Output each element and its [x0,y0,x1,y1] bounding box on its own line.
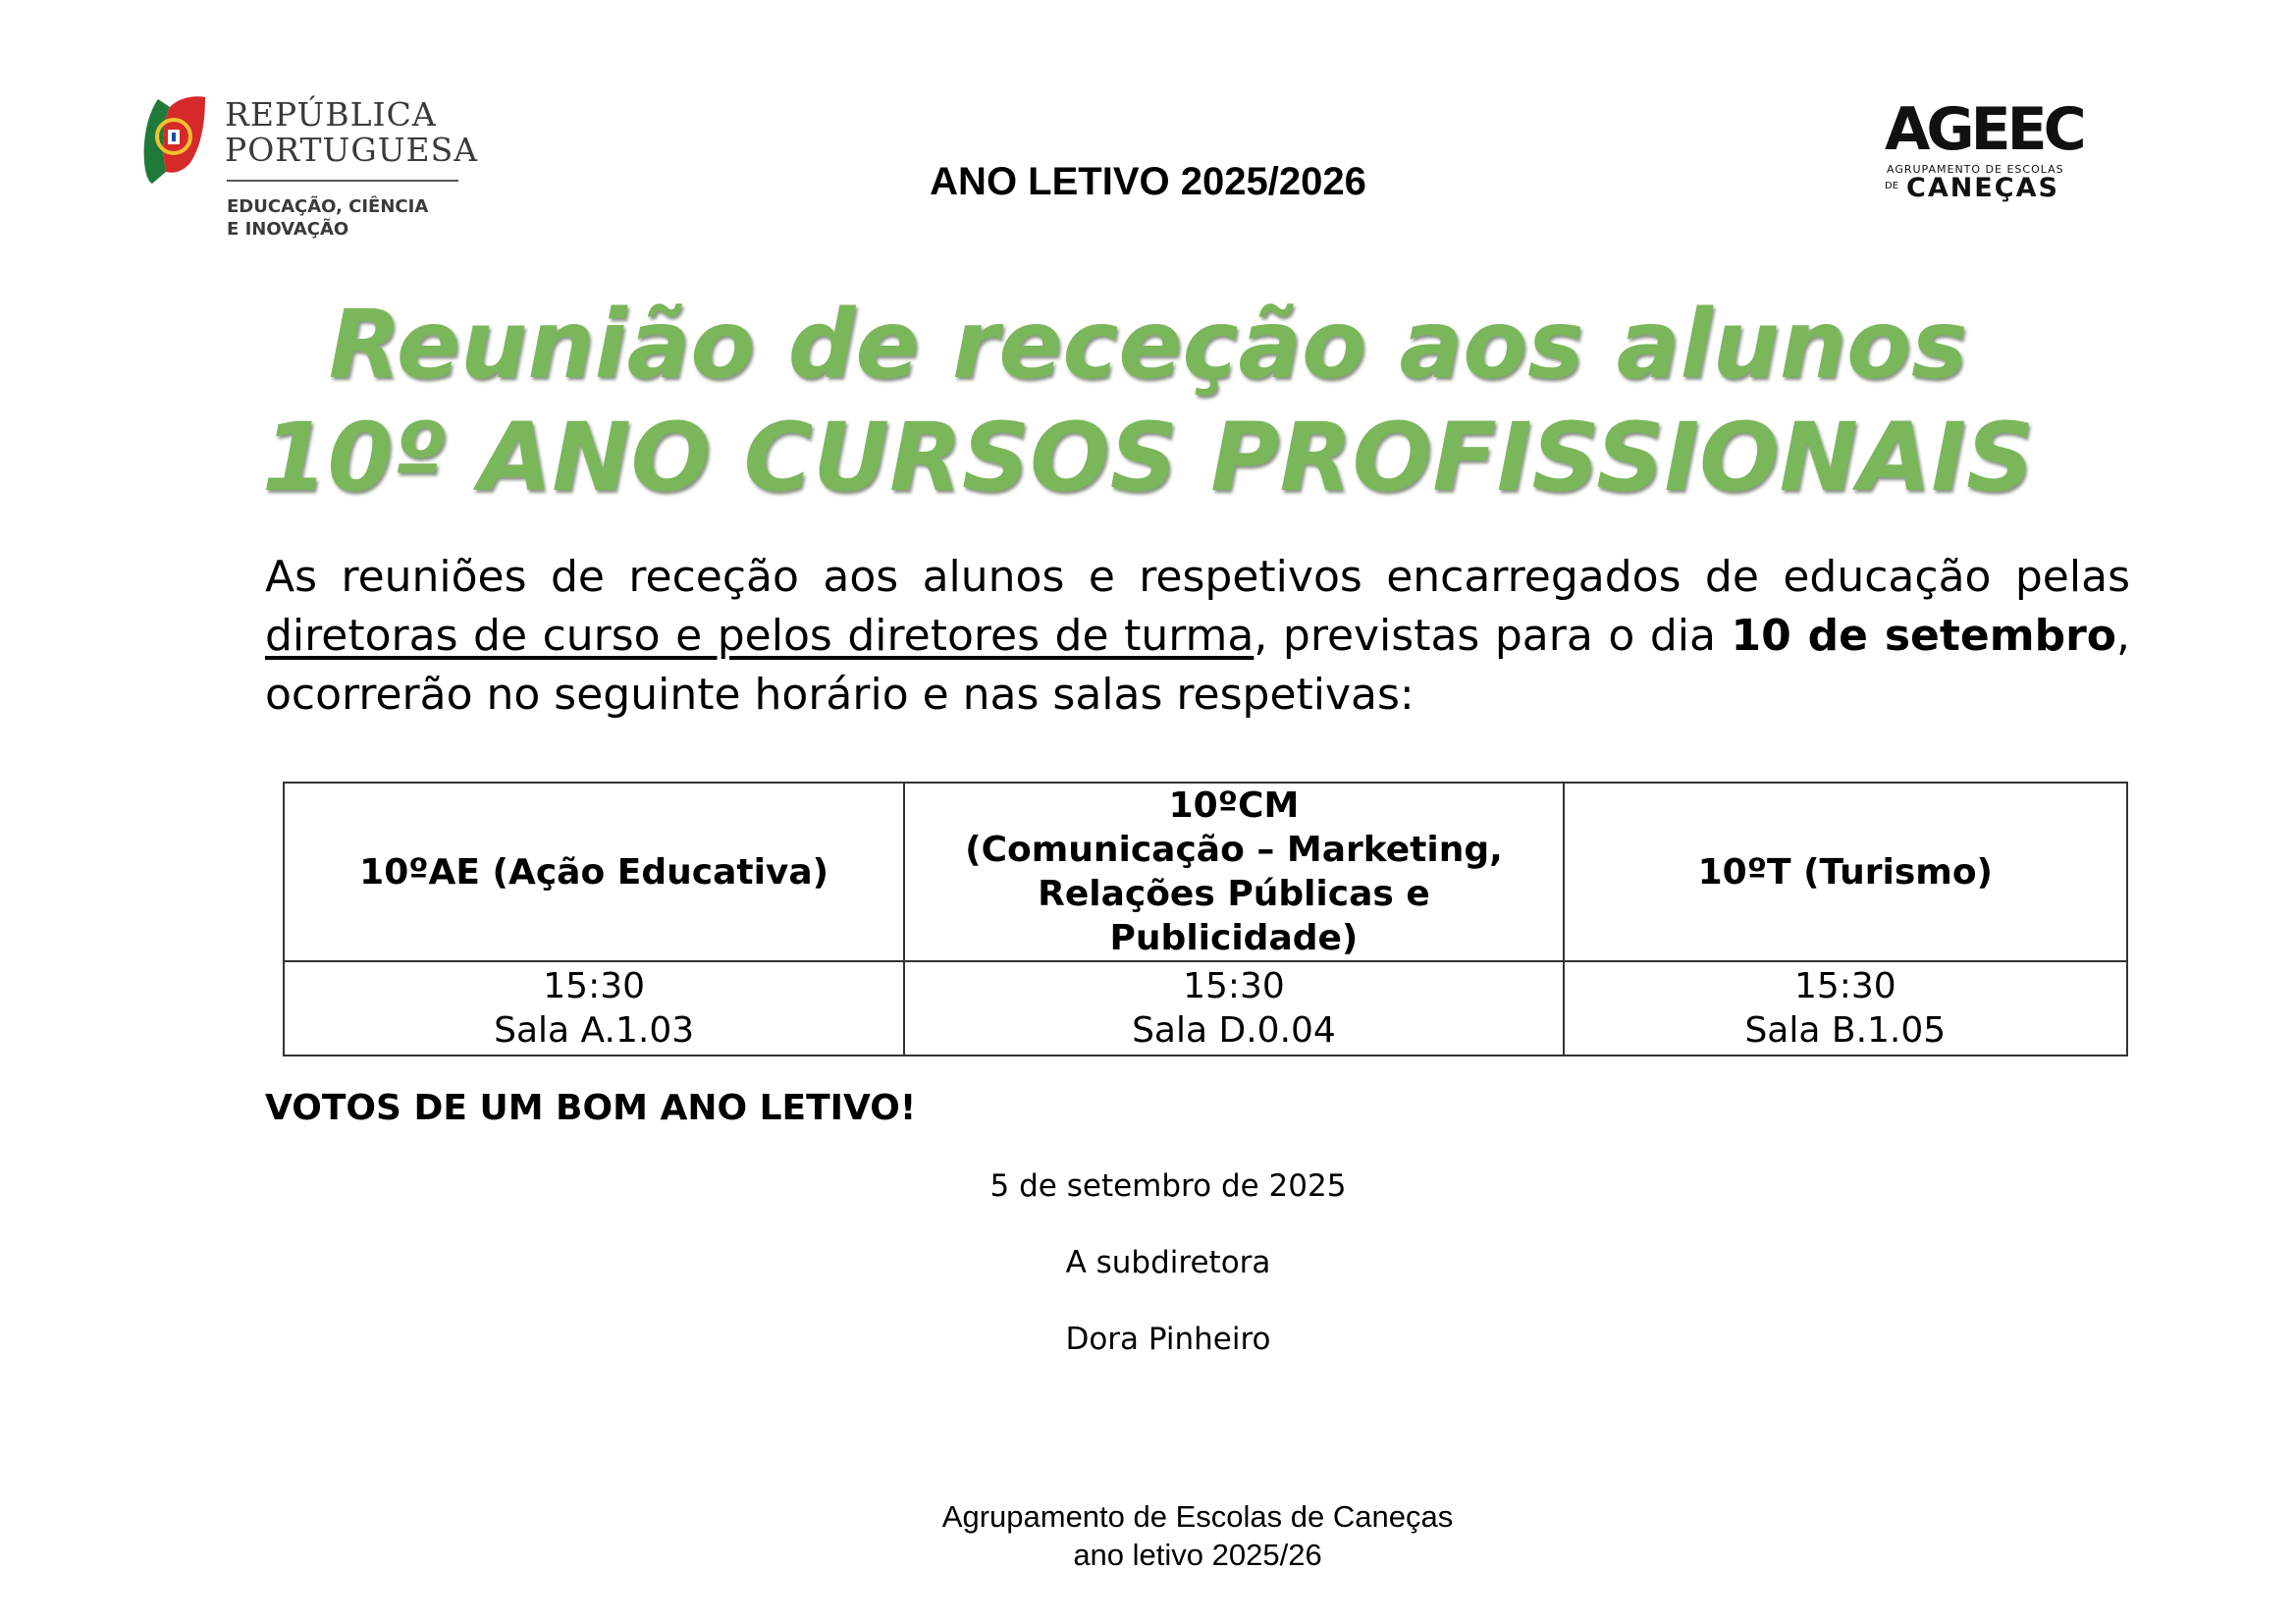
title-line-1: Reunião de receção aos alunos [328,290,1968,400]
header-10ae-text: 10ºAE (Ação Educativa) [359,851,829,893]
gov-logo-sub2: E INOVAÇÃO [227,219,349,240]
cell-10cm [904,961,1563,1056]
closing-wishes: VOTOS DE UM BOM ANO LETIVO! [265,1088,917,1128]
gov-logo-sub1: EDUCAÇÃO, CIÊNCIA [227,196,429,217]
intro-text-2: , previstas para o dia [1254,611,1732,661]
header-10cm [904,783,1563,961]
cell-10cm-room: Sala D.0.04 [1132,1010,1336,1051]
header-10cm-line3: Relações Públicas e Publicidade) [1038,874,1430,958]
cell-10ae-time: 15:30 [543,966,646,1006]
header-10cm-line2: (Comunicação – Marketing, [965,830,1503,870]
school-logo-de: DE [1885,181,1899,191]
header-10t-text: 10ºT (Turismo) [1697,851,1994,893]
table-header-row [284,783,2127,961]
signer-role: A subdiretora [1065,1245,1271,1280]
gov-logo-line2: PORTUGUESA [225,131,479,169]
school-logo-small: AGRUPAMENTO DE ESCOLAS [1887,163,2064,176]
school-logo-name: CANEÇAS [1906,173,2059,203]
header-10cm-line1: 10ºCM [1168,785,1300,826]
cell-10t [1564,961,2127,1056]
gov-logo-line1: REPÚBLICA [225,95,437,134]
title-line-2: 10º ANO CURSOS PROFISSIONAIS [261,403,2035,513]
school-year-heading: ANO LETIVO 2025/2026 [930,160,1366,203]
footer-year: ano letivo 2025/26 [1073,1538,1322,1572]
intro-text-1: As reuniões de receção aos alunos e respetivos encarregados de educação pelas [265,552,2130,602]
signer-name: Dora Pinheiro [1065,1322,1271,1357]
school-mark-text: AGEEC [1885,98,2083,159]
footer-school: Agrupamento de Escolas de Caneças [941,1499,1454,1534]
cell-10ae [284,961,904,1056]
intro-bold-date: 10 de setembro [1731,611,2116,661]
header-10ae [284,783,904,961]
cell-10t-room: Sala B.1.05 [1744,1010,1947,1051]
cell-10ae-room: Sala A.1.03 [494,1010,695,1051]
intro-paragraph [265,548,2130,725]
schedule-table [283,782,2128,1056]
cell-10cm-time: 15:30 [1183,966,1285,1006]
table-row [284,961,2127,1056]
document-date: 5 de setembro de 2025 [989,1168,1347,1204]
header-10t [1564,783,2127,961]
intro-text-3: , ocorrerão no seguinte horário e nas salas respetivas: [265,611,2130,720]
ageec-wordmark-icon [1885,98,2096,159]
cell-10t-time: 15:30 [1793,966,1896,1006]
intro-underlined-text: diretoras de curso e pelos diretores de turma [265,611,1255,661]
